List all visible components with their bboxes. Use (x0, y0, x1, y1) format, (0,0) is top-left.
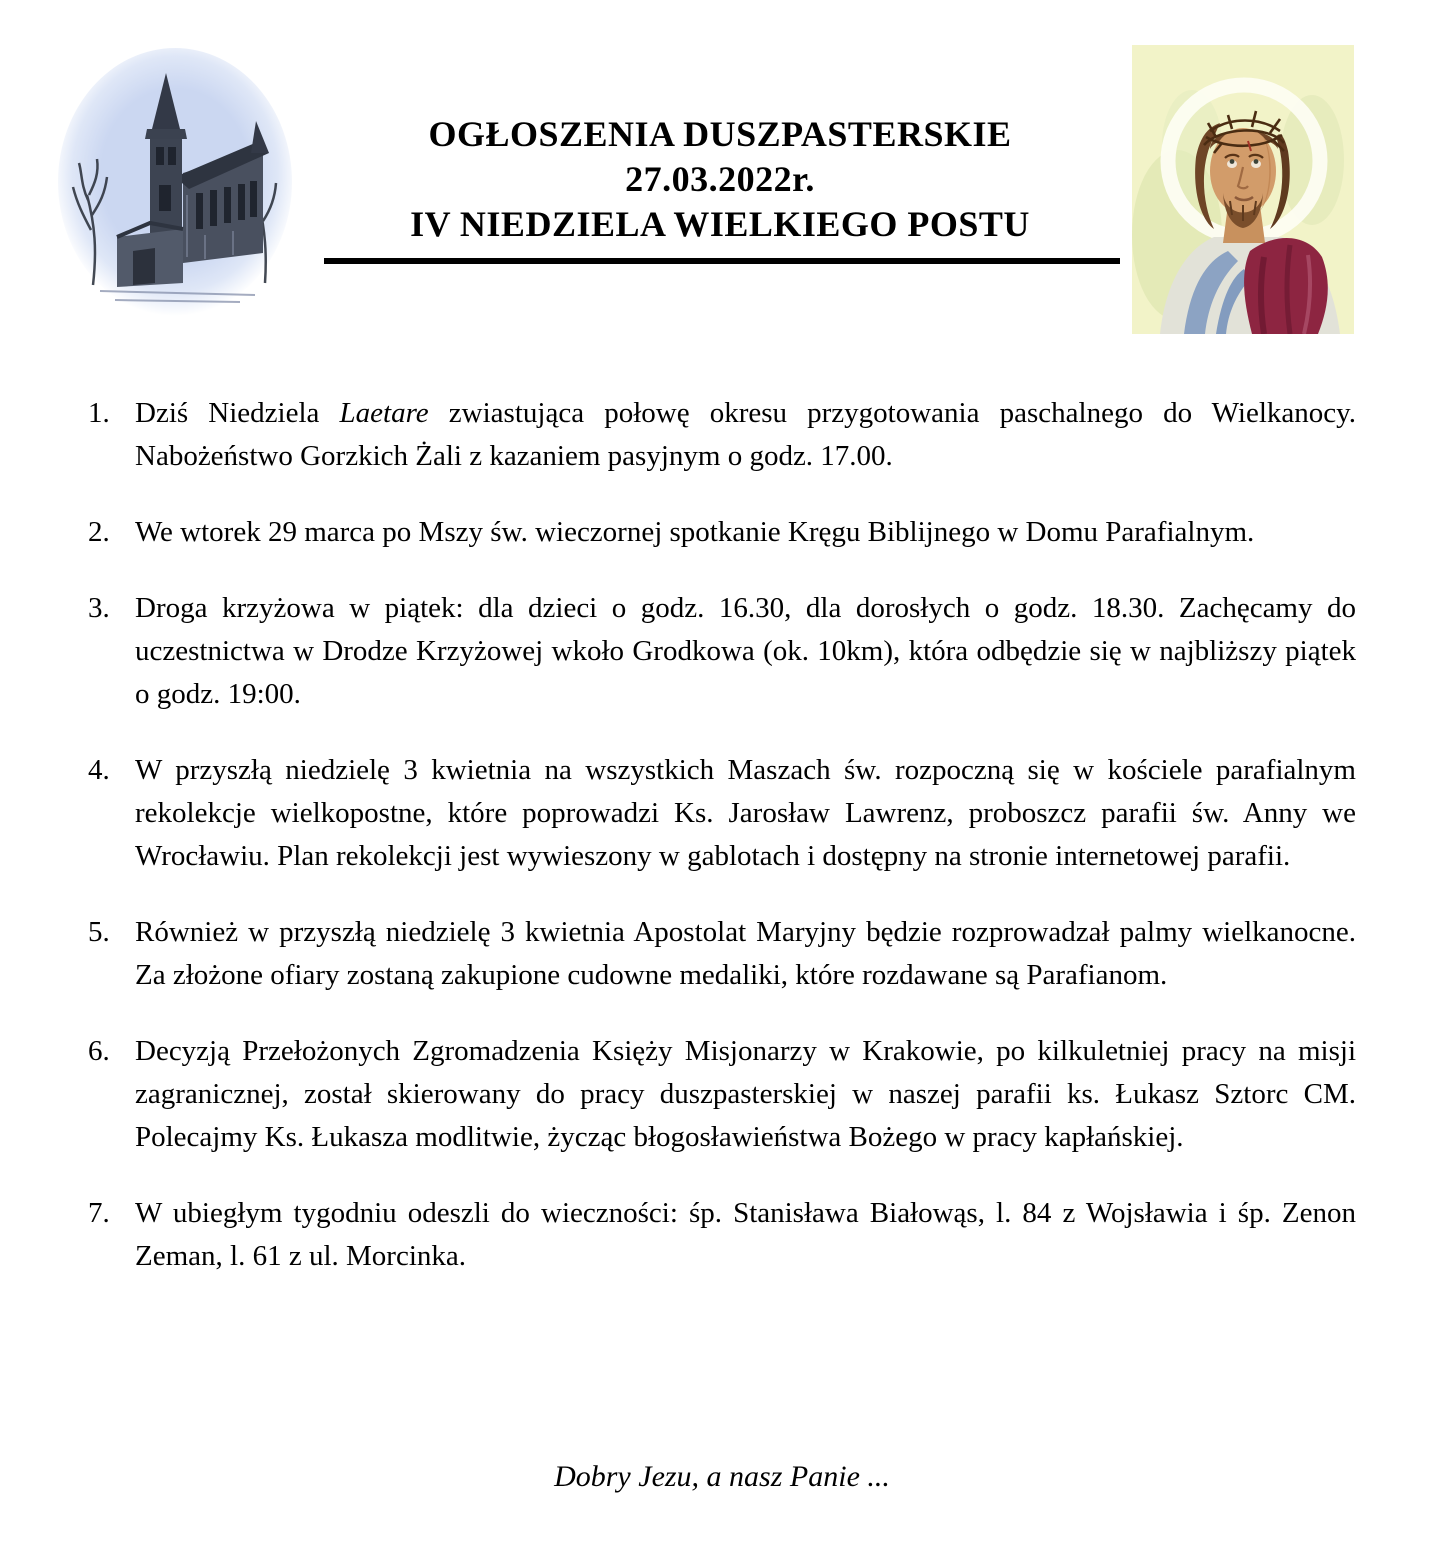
announcement-item-1 (88, 392, 1356, 478)
item-text: W przyszłą niedzielę 3 kwietnia na wszystkich Maszach św. rozpoczną się w kościele parafialnym rekolekcje wielkopostne, które poprowadzi Ks. Jarosław Lawrenz, proboszcz parafii św. Anny we Wrocławiu. Plan rekolekcji jest wywieszony w gablotach i dostępny na stronie internetowej parafii. (135, 754, 1356, 872)
closing-prayer-line: Dobry Jezu, a nasz Panie ... (554, 1460, 890, 1493)
item-number: 5. (88, 916, 110, 948)
item-number: 3. (88, 592, 110, 624)
title-line-3: IV NIEDZIELA WIELKIEGO POSTU (410, 204, 1030, 244)
announcement-list (88, 392, 1356, 1311)
item-text-before: Dziś Niedziela (135, 397, 340, 429)
item-text (135, 392, 1356, 478)
announcement-item-6 (88, 1030, 1356, 1159)
item-text-italic: Laetare (339, 397, 429, 429)
item-text: We wtorek 29 marca po Mszy św. wieczornej spotkanie Kręgu Biblijnego w Domu Parafialnym. (135, 516, 1255, 548)
header-divider (324, 258, 1120, 264)
item-number: 1. (88, 397, 110, 429)
item-text: Droga krzyżowa w piątek: dla dzieci o godz. 16.30, dla dorosłych o godz. 18.30. Zachęcamy do uczestnictwa w Drodze Krzyżowej wkoło Grodkowa (ok. 10km), która odbędzie się w najbliższy piątek o godz. 19:00. (135, 592, 1356, 710)
jesus-portrait-image (1132, 45, 1354, 334)
church-engraving-graphic (55, 45, 295, 323)
announcement-item-3 (88, 587, 1356, 716)
item-number: 4. (88, 754, 110, 786)
church-engraving-image (55, 45, 295, 323)
item-text: Również w przyszłą niedzielę 3 kwietnia Apostolat Maryjny będzie rozprowadzał palmy wielkanocne. Za złożone ofiary zostaną zakupione cudowne medaliki, które rozdawane są Parafianom. (135, 916, 1356, 991)
document-header (310, 112, 1130, 247)
title-line-2: 27.03.2022r. (625, 159, 815, 199)
item-number: 2. (88, 516, 110, 548)
title-line-1: OGŁOSZENIA DUSZPASTERSKIE (428, 114, 1012, 154)
item-number: 7. (88, 1197, 110, 1229)
announcement-item-2 (88, 511, 1356, 554)
announcement-item-4 (88, 749, 1356, 878)
item-text: W ubiegłym tygodniu odeszli do wieczności: śp. Stanisława Białowąs, l. 84 z Wojsławia i śp. Zenon Zeman, l. 61 z ul. Morcinka. (135, 1197, 1356, 1272)
item-text: Decyzją Przełożonych Zgromadzenia Księży Misjonarzy w Krakowie, po kilkuletniej pracy na misji zagranicznej, został skierowany do pracy duszpasterskiej w naszej parafii ks. Łukasz Sztorc CM. Polecajmy Ks. Łukasza modlitwie, życząc błogosławieństwa Bożego w pracy kapłańskiej. (135, 1035, 1356, 1153)
announcement-item-7 (88, 1192, 1356, 1278)
jesus-portrait-graphic (1132, 45, 1354, 334)
item-text-after: zwiastująca połowę okresu przygotowania paschalnego do Wielkanocy. Nabożeństwo Gorzkich Żali z kazaniem pasyjnym o godz. 17.00. (135, 397, 1356, 472)
item-number: 6. (88, 1035, 110, 1067)
announcement-item-5 (88, 911, 1356, 997)
